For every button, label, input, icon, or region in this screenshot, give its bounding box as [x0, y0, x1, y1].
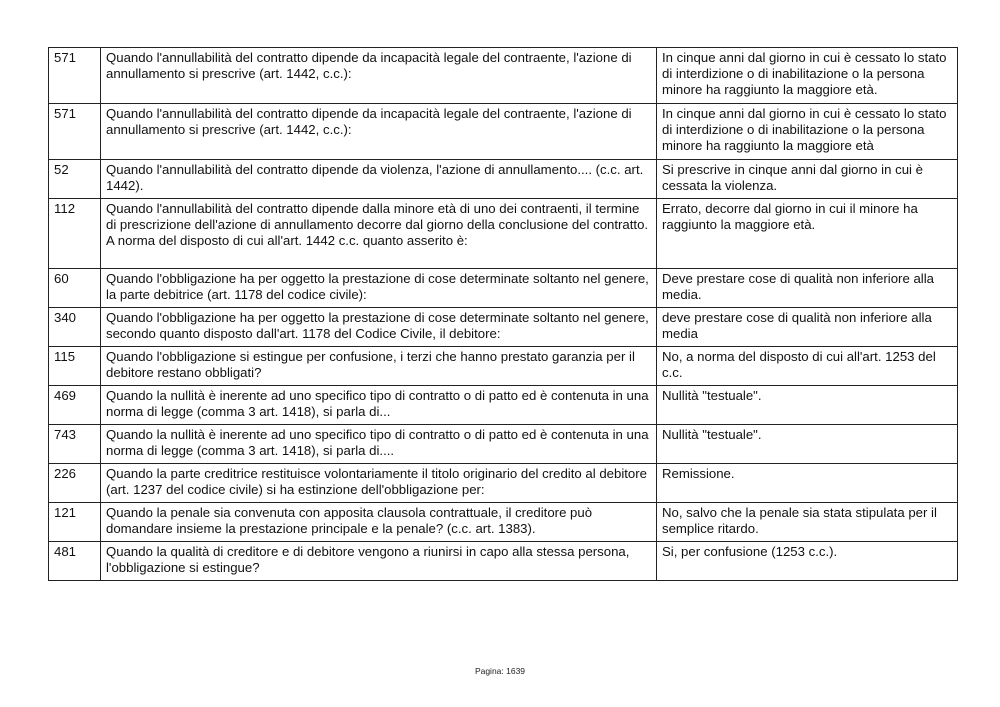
question-text: Quando la nullità è inerente ad uno specifico tipo di contratto o di patto ed è contenuta in una norma di legge (comma 3 art. 1418), si parla di... [101, 386, 657, 425]
question-number: 115 [49, 347, 101, 386]
answer-text: Si prescrive in cinque anni dal giorno in cui è cessata la violenza. [657, 160, 958, 199]
answer-text: No, a norma del disposto di cui all'art. 1253 del c.c. [657, 347, 958, 386]
question-number: 743 [49, 425, 101, 464]
question-text: Quando l'annullabilità del contratto dipende dalla minore età di uno dei contraenti, il termine di prescrizione dell'azione di annullamento decorre dal giorno della conclusione del contratto. A norma del disposto di cui all'art. 1442 c.c. quanto asserito è: [101, 199, 657, 269]
question-answer-table [48, 47, 958, 581]
question-number: 52 [49, 160, 101, 199]
page-number: Pagina: 1639 [474, 666, 526, 676]
question-number: 469 [49, 386, 101, 425]
answer-text: Si, per confusione (1253 c.c.). [657, 542, 958, 581]
table-row [49, 542, 958, 581]
table-row [49, 199, 958, 269]
table-row [49, 425, 958, 464]
question-number: 226 [49, 464, 101, 503]
table-row [49, 386, 958, 425]
question-text: Quando la penale sia convenuta con apposita clausola contrattuale, il creditore può domandare insieme la prestazione principale e la penale? (c.c. art. 1383). [101, 503, 657, 542]
question-text: Quando la nullità è inerente ad uno specifico tipo di contratto o di patto ed è contenuta in una norma di legge (comma 3 art. 1418), si parla di.... [101, 425, 657, 464]
question-text: Quando l'annullabilità del contratto dipende da incapacità legale del contraente, l'azione di annullamento si prescrive (art. 1442, c.c.): [101, 104, 657, 160]
question-text: Quando l'annullabilità del contratto dipende da violenza, l'azione di annullamento.... (c.c. art. 1442). [101, 160, 657, 199]
answer-text: Nullità "testuale". [657, 425, 958, 464]
question-number: 340 [49, 308, 101, 347]
question-text: Quando la qualità di creditore e di debitore vengono a riunirsi in capo alla stessa persona, l'obbligazione si estingue? [101, 542, 657, 581]
answer-text: Errato, decorre dal giorno in cui il minore ha raggiunto la maggiore età. [657, 199, 958, 269]
answer-text: Nullità "testuale". [657, 386, 958, 425]
table-row [49, 347, 958, 386]
answer-text: In cinque anni dal giorno in cui è cessato lo stato di interdizione o di inabilitazione o la persona minore ha raggiunto la maggiore età [657, 104, 958, 160]
question-number: 571 [49, 104, 101, 160]
question-number: 112 [49, 199, 101, 269]
table-row [49, 160, 958, 199]
question-text: Quando l'annullabilità del contratto dipende da incapacità legale del contraente, l'azione di annullamento si prescrive (art. 1442, c.c.): [101, 48, 657, 104]
table-row [49, 104, 958, 160]
question-number: 121 [49, 503, 101, 542]
answer-text: No, salvo che la penale sia stata stipulata per il semplice ritardo. [657, 503, 958, 542]
answer-text: Remissione. [657, 464, 958, 503]
question-number: 60 [49, 269, 101, 308]
answer-text: Deve prestare cose di qualità non inferiore alla media. [657, 269, 958, 308]
question-number: 571 [49, 48, 101, 104]
question-text: Quando la parte creditrice restituisce volontariamente il titolo originario del credito al debitore (art. 1237 del codice civile) si ha estinzione dell'obbligazione per: [101, 464, 657, 503]
question-text: Quando l'obbligazione ha per oggetto la prestazione di cose determinate soltanto nel genere, secondo quanto disposto dall'art. 1178 del Codice Civile, il debitore: [101, 308, 657, 347]
answer-text: deve prestare cose di qualità non inferiore alla media [657, 308, 958, 347]
table-row [49, 308, 958, 347]
table-row [49, 503, 958, 542]
question-text: Quando l'obbligazione ha per oggetto la prestazione di cose determinate soltanto nel genere, la parte debitrice (art. 1178 del codice civile): [101, 269, 657, 308]
table-row [49, 464, 958, 503]
question-text: Quando l'obbligazione si estingue per confusione, i terzi che hanno prestato garanzia per il debitore restano obbligati? [101, 347, 657, 386]
question-number: 481 [49, 542, 101, 581]
answer-text: In cinque anni dal giorno in cui è cessato lo stato di interdizione o di inabilitazione o la persona minore ha raggiunto la maggiore età. [657, 48, 958, 104]
table-row [49, 48, 958, 104]
table-row [49, 269, 958, 308]
